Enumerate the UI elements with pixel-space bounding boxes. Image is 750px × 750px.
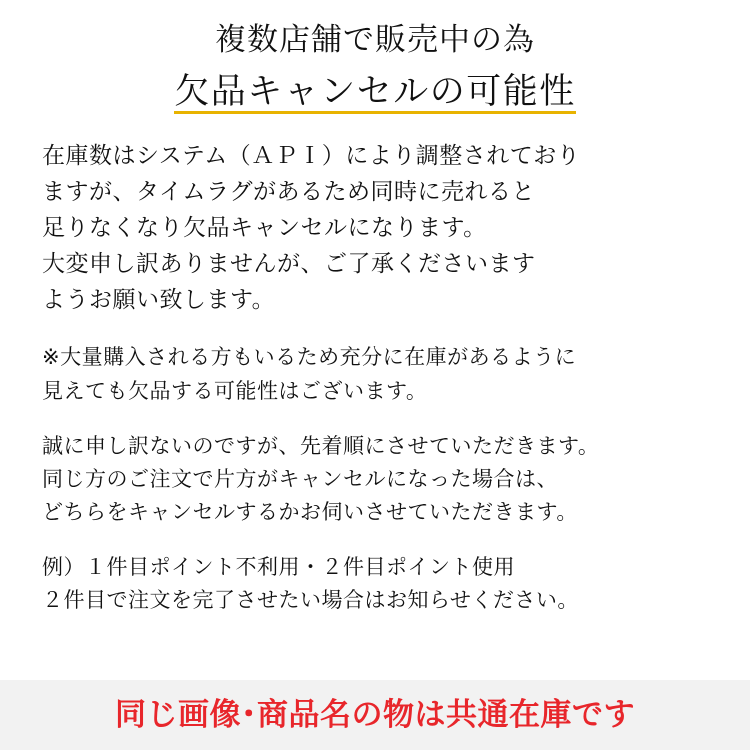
paragraph-bulk-purchase-note — [42, 340, 710, 408]
text-line: ようお願い致します。 — [42, 287, 276, 313]
paragraph-stock-api-notice — [42, 138, 710, 318]
heading-line-2: 欠品キャンセルの可能性 — [174, 72, 576, 112]
text-line: ※大量購入される方もいるため充分に在庫があるように — [42, 345, 577, 369]
footer-banner — [0, 680, 750, 750]
text-line: 例）１件目ポイント不利用・２件目ポイント使用 — [42, 555, 515, 579]
text-line: 誠に申し訳ないのですが、先着順にさせていただきます。 — [42, 434, 600, 458]
heading-line-1: 複数店舗で販売中の為 — [215, 22, 535, 58]
notice-body — [0, 116, 750, 617]
text-line: ２件目で注文を完了させたい場合はお知らせください。 — [42, 588, 579, 612]
footer-banner-text: 同じ画像･商品名の物は共通在庫です — [115, 697, 635, 733]
text-line: 在庫数はシステム（ＡＰＩ）により調整されており — [42, 143, 581, 169]
text-line: 同じ方のご注文で片方がキャンセルになった場合は、 — [42, 467, 558, 491]
text-line: ますが、タイムラグがあるため同時に売れると — [42, 179, 536, 205]
text-line: 足りなくなり欠品キャンセルになります。 — [42, 215, 487, 241]
text-line: 見えても欠品する可能性はございます。 — [42, 379, 428, 403]
text-line: どちらをキャンセルするかお伺いさせていただきます。 — [42, 500, 578, 524]
paragraph-first-come-first-served-note — [42, 430, 710, 529]
text-line: 大変申し訳ありませんが、ご了承くださいます — [42, 251, 536, 277]
page-heading — [0, 0, 750, 116]
paragraph-example-note — [42, 551, 710, 617]
heading-line-2-wrapper — [174, 68, 576, 116]
